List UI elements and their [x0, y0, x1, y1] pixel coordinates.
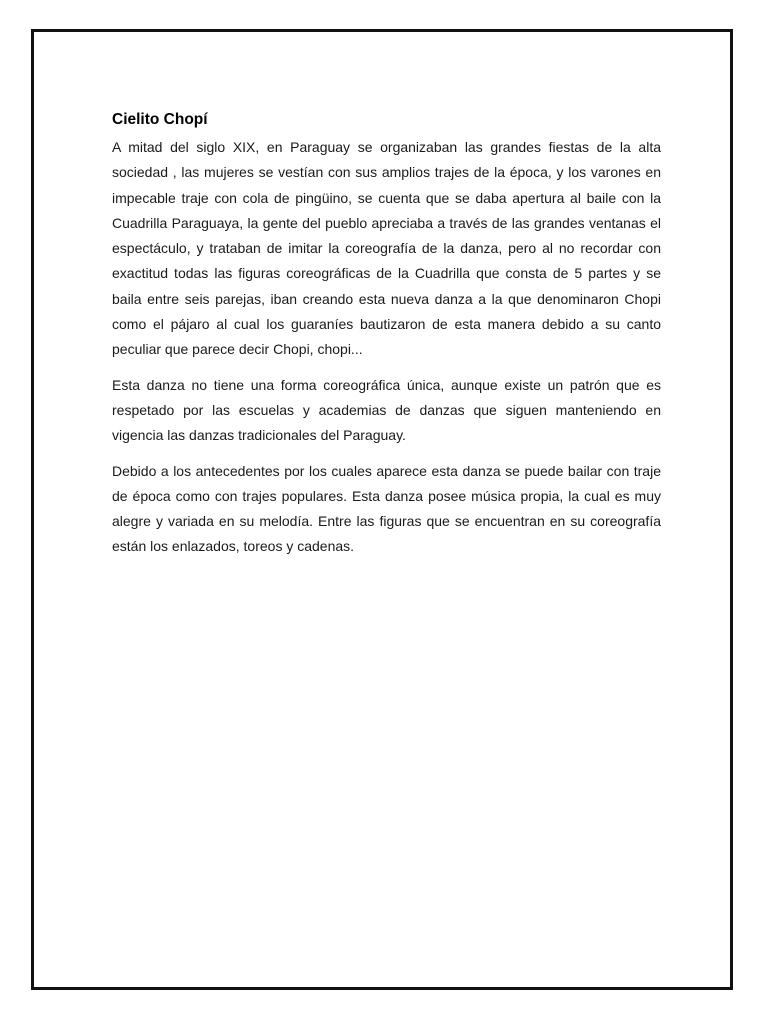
- paragraph-history: A mitad del siglo XIX, en Paraguay se organizaban las grandes fiestas de la alta sociedad , las mujeres se vestían con sus amplios trajes de la época, y los varones en impecable traje con cola de pingüino, se cuenta que se daba apertura al baile con la Cuadrilla Paraguaya, la gente del pueblo apreciaba a través de las grandes ventanas el espectáculo, y trataban de imitar la coreografía de la danza, pero al no recordar con exactitud todas las figuras coreográficas de la Cuadrilla que consta de 5 partes y se baila entre seis parejas, iban creando esta nueva danza a la que denominaron Chopi como el pájaro al cual los guaraníes bautizaron de esta manera debido a su canto peculiar que parece decir Chopi, chopi...: [112, 139, 661, 358]
- paragraph-choreography: Esta danza no tiene una forma coreográfica única, aunque existe un patrón que es respetado por las escuelas y academias de danzas que siguen manteniendo en vigencia las danzas tradicionales del Paraguay.: [112, 376, 661, 444]
- document-title: Cielito Chopí: [112, 111, 208, 128]
- paragraph-costume-music: Debido a los antecedentes por los cuales aparece esta danza se puede bailar con traje de época como con trajes populares. Esta danza posee música propia, la cual es muy alegre y variada en su melodía. Entre las figuras que se encuentran en su coreografía están los enlazados, toreos y cadenas.: [112, 462, 661, 555]
- page-border: [31, 29, 733, 990]
- document-body: [112, 110, 661, 570]
